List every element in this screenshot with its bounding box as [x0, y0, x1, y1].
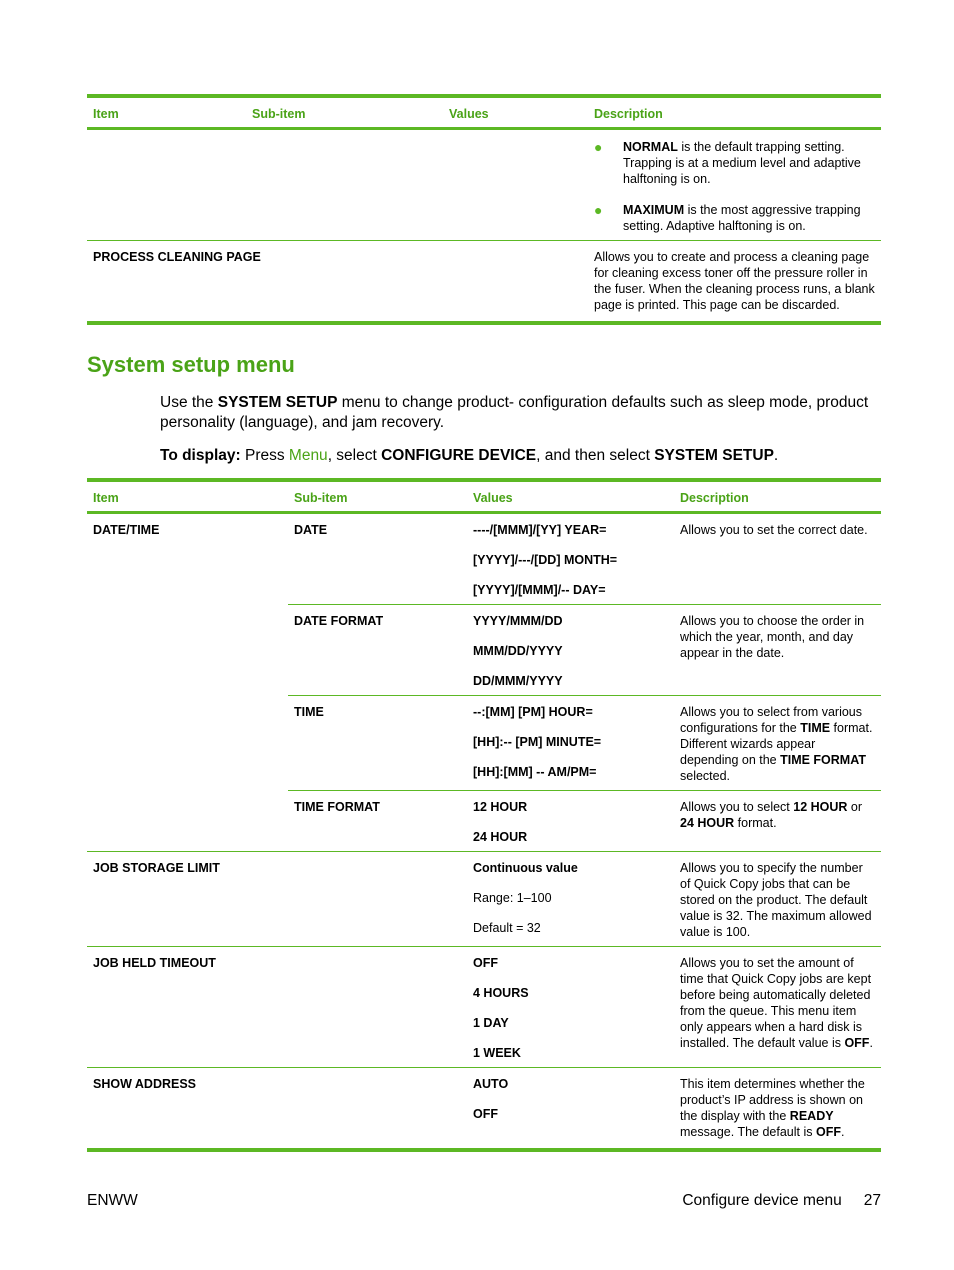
item-job-held-timeout: JOB HELD TIMEOUT	[87, 947, 288, 1068]
item-process-cleaning-page: PROCESS CLEANING PAGE	[87, 241, 443, 324]
table-row	[87, 129, 881, 241]
bullet-icon: ●	[594, 202, 603, 218]
header-description: Description	[588, 96, 881, 129]
subitem-time-format: TIME FORMAT	[288, 791, 467, 852]
values-cell: YYYY/MMM/DD MMM/DD/YYYY DD/MMM/YYYY	[467, 605, 674, 696]
description-cell: This item determines whether the product’s IP address is shown on the display with the READY message. The default is OFF.	[674, 1068, 881, 1151]
header-item: Item	[87, 96, 246, 129]
item-date-time: DATE/TIME	[93, 523, 160, 537]
values-cell: AUTO OFF	[467, 1068, 674, 1151]
intro-paragraph: Use the SYSTEM SETUP menu to change product- configuration defaults such as sleep mode, product personality (language), and jam recovery.	[160, 394, 869, 431]
system-setup-table	[87, 478, 881, 1152]
list-item: ● MAXIMUM is the most aggressive trapping setting. Adaptive halftoning is on.	[594, 202, 861, 233]
description-cell: Allows you to choose the order in which the year, month, and day appear in the date.	[674, 605, 881, 696]
subitem-date: DATE	[294, 523, 328, 537]
list-item: ● NORMAL is the default trapping setting. Trapping is at a medium level and adaptive halftoning is on.	[594, 139, 861, 186]
table-row	[87, 241, 881, 324]
trapping-table	[87, 94, 881, 325]
footer-right	[682, 1192, 881, 1210]
header-subitem: Sub-item	[288, 480, 467, 513]
values-cell: 12 HOUR 24 HOUR	[467, 791, 674, 852]
description-cell: Allows you to set the amount of time that Quick Copy jobs are kept before being automatically deleted from the queue. This menu item only appears when a hard disk is installed. The default value is OFF.	[674, 947, 881, 1068]
description-cell: Allows you to select 12 HOUR or 24 HOUR format.	[674, 791, 881, 852]
table-row	[87, 513, 881, 605]
trapping-options-list	[594, 139, 875, 234]
subitem-date-format: DATE FORMAT	[288, 605, 467, 696]
section-title: System setup menu	[87, 352, 295, 377]
description-cell: Allows you to create and process a cleaning page for cleaning excess toner off the pressure roller in the fuser. When the cleaning process runs, a blank page is printed. This page can be discarded.	[588, 241, 881, 324]
values-cell: Continuous value Range: 1–100 Default = 32	[467, 852, 674, 947]
header-subitem: Sub-item	[246, 96, 443, 129]
description-cell: Allows you to specify the number of Quick Copy jobs that can be stored on the product. The default value is 32. The maximum allowed value is 100.	[674, 852, 881, 947]
header-values: Values	[467, 480, 674, 513]
description-cell: Allows you to select from various configurations for the TIME format. Different wizards appear depending on the TIME FORMAT selected.	[674, 696, 881, 791]
subitem-time: TIME	[288, 696, 467, 791]
footer-section-label: Configure device menu	[682, 1192, 842, 1209]
display-instructions: To display: Press Menu, select CONFIGURE DEVICE, and then select SYSTEM SETUP.	[160, 447, 779, 464]
page-number: 27	[863, 1192, 881, 1209]
values-cell: --:[MM] [PM] HOUR= [HH]:-- [PM] MINUTE= [HH]:[MM] -- AM/PM=	[467, 696, 674, 791]
header-item: Item	[87, 480, 288, 513]
values-cell: ----/[MMM]/[YY] YEAR= [YYYY]/---/[DD] MONTH= [YYYY]/[MMM]/-- DAY=	[473, 523, 618, 597]
bullet-icon: ●	[594, 139, 603, 155]
footer-left: ENWW	[87, 1192, 138, 1209]
item-show-address: SHOW ADDRESS	[87, 1068, 288, 1151]
menu-button-text: Menu	[288, 447, 328, 464]
item-job-storage-limit: JOB STORAGE LIMIT	[87, 852, 288, 947]
header-values: Values	[443, 96, 588, 129]
table-row	[87, 1068, 881, 1151]
table-row	[87, 852, 881, 947]
header-description: Description	[674, 480, 881, 513]
table-row	[87, 947, 881, 1068]
description-cell: Allows you to set the correct date.	[680, 523, 868, 537]
values-cell: OFF 4 HOURS 1 DAY 1 WEEK	[467, 947, 674, 1068]
